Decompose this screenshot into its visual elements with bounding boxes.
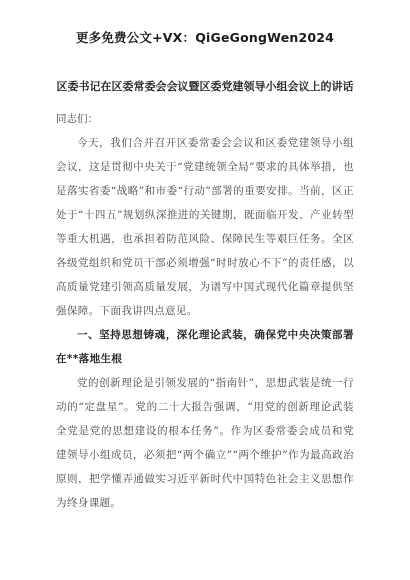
salutation: 同志们：: [56, 113, 98, 125]
section-1-paragraph: 党的创新理论是引领发展的“指南针”，思想武装是统一行动的“定盘星”。党的二十大报告强调，“用党的创新理论武装全党是党的思想建设的根本任务”。作为区委常委会成员和党建领导小组成员，必须把“两个确立”“两个维护”作为最高政治原则，把学懂弄通做实习近平新时代中国特色社会主义思想作为终身课题。: [56, 377, 354, 509]
watermark-header: 更多免费公文+VX：QiGeGongWen2024: [75, 30, 335, 45]
document-title: 区委书记在区委常委会会议暨区委党建领导小组会议上的讲话: [56, 80, 354, 93]
intro-paragraph: 今天，我们合并召开区委常委会会议和区委党建领导小组会议，这是贯彻中央关于“党建统领全局”要求的具体举措，也是落实省委“战略”和市委“行动”部署的重要安排。当前，区正处于“十四五”规划纵深推进的关键期，既面临开发、产业转型等重大机遇，也承担着防范风险、保障民生等艰巨任务。全区各级党组织和党员干部必须增强“时时放心不下”的责任感，以高质量党建引领高质量发展，为谱写中国式现代化篇章提供坚强保障。下面我讲四点意见。: [56, 137, 354, 317]
section-heading-1: 一、坚持思想铸魂，深化理论武装，确保党中央决策部署在**落地生根: [56, 329, 354, 365]
